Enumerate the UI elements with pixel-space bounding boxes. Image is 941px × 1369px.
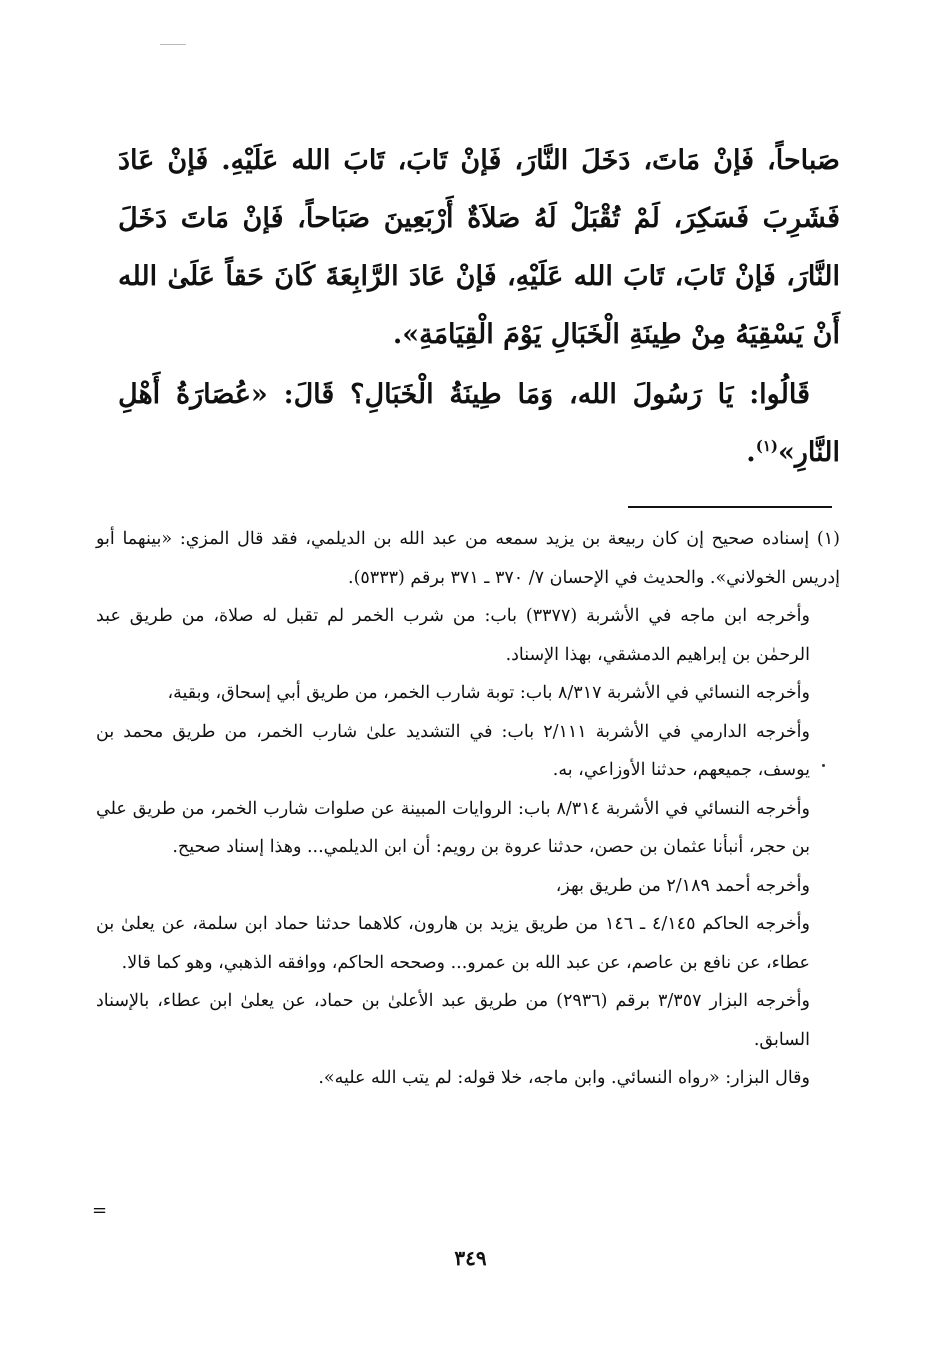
footnote-nasai-2: وأخرجه النسائي في الأشربة ٨/٣١٤ باب: الروايات المبينة عن صلوات شارب الخمر، من طريق علي بن حجر، أنبأنا عثمان بن حصن، حدثنا عروة بن رويم: أن ابن الديلمي... وهذا إسناد صحيح. — [96, 798, 810, 857]
footnote-nasai-1: وأخرجه النسائي في الأشربة ٨/٣١٧ باب: توبة شارب الخمر، من طريق أبي إسحاق، وبقية، — [167, 683, 810, 703]
footnote-bazzar-quote: وقال البزار: «رواه النسائي. وابن ماجه، خلا قوله: لم يتب الله عليه». — [318, 1068, 810, 1088]
hadith-paragraph-2-text: قَالُوا: يَا رَسُولَ الله، وَمَا طِينَةُ الْخَبَالِ؟ قَالَ: «عُصَارَةُ أَهْلِ النَّارِ» — [118, 379, 840, 468]
footnote-1: (١) إسناده صحيح إن كان ربيعة بن يزيد سمعه من عبد الله بن الديلمي، فقد قال المزي: «بينهما أبو إدريس الخولاني». والحديث في الإحسان ٧/ ٣٧٠ ـ ٣٧١ برقم (٥٣٣٣). — [96, 529, 840, 588]
footnote-divider — [628, 506, 832, 508]
footnotes — [96, 520, 840, 1098]
footnote-ibn-majah: وأخرجه ابن ماجه في الأشربة (٣٣٧٧) باب: من شرب الخمر لم تقبل له صلاة، من طريق عبد الرحمٰن بن إبراهيم الدمشقي، بهذا الإسناد. — [96, 606, 810, 665]
hadith-paragraph-2 — [118, 366, 840, 482]
paragraph-2-end: . — [746, 437, 756, 468]
hadith-paragraph-1: صَباحاً، فَإنْ مَاتَ، دَخَلَ النَّارَ، فَإنْ تَابَ، تَابَ الله عَلَيْهِ. فَإنْ عَادَ فَشَرِبَ فَسَكِرَ، لَمْ تُقْبَلْ لَهُ صَلاَةٌ أَرْبَعِينَ صَبَاحاً، فَإنْ مَاتَ دَخَلَ النَّارَ، فَإنْ تَابَ، تَابَ الله عَلَيْهِ، فَإنْ عَادَ الرَّابِعَةَ كَانَ حَقاً عَلَىٰ الله أَنْ يَسْقِيَهُ مِنْ طِينَةِ الْخَبَالِ يَوْمَ الْقِيَامَةِ». — [118, 145, 840, 350]
scan-mark — [160, 44, 186, 45]
footnote-darimi: وأخرجه الدارمي في الأشربة ٢/١١١ باب: في التشديد علىٰ شارب الخمر، من طريق محمد بن يوسف، جميعهم، حدثنا الأوزاعي، به. — [96, 721, 810, 780]
footnote-bazzar: وأخرجه البزار ٣/٣٥٧ برقم (٢٩٣٦) من طريق عبد الأعلىٰ بن حماد، عن يعلىٰ ابن عطاء، بالإسناد السابق. — [96, 991, 810, 1050]
continuation-mark: = — [92, 1200, 108, 1221]
footnote-ref: (١) — [755, 437, 778, 455]
footnote-ahmad: وأخرجه أحمد ٢/١٨٩ من طريق بهز، — [555, 875, 810, 896]
margin-dot — [822, 764, 825, 767]
hadith-text — [118, 132, 840, 482]
footnote-hakim: وأخرجه الحاكم ٤/١٤٥ ـ ١٤٦ من طريق يزيد بن هارون، كلاهما حدثنا حماد ابن سلمة، عن يعلىٰ بن عطاء، عن نافع بن عاصم، عن عبد الله بن عمرو... وصححه الحاكم، ووافقه الذهبي، وهو كما قالا. — [96, 914, 810, 973]
page-number: ٣٤٩ — [454, 1246, 487, 1270]
